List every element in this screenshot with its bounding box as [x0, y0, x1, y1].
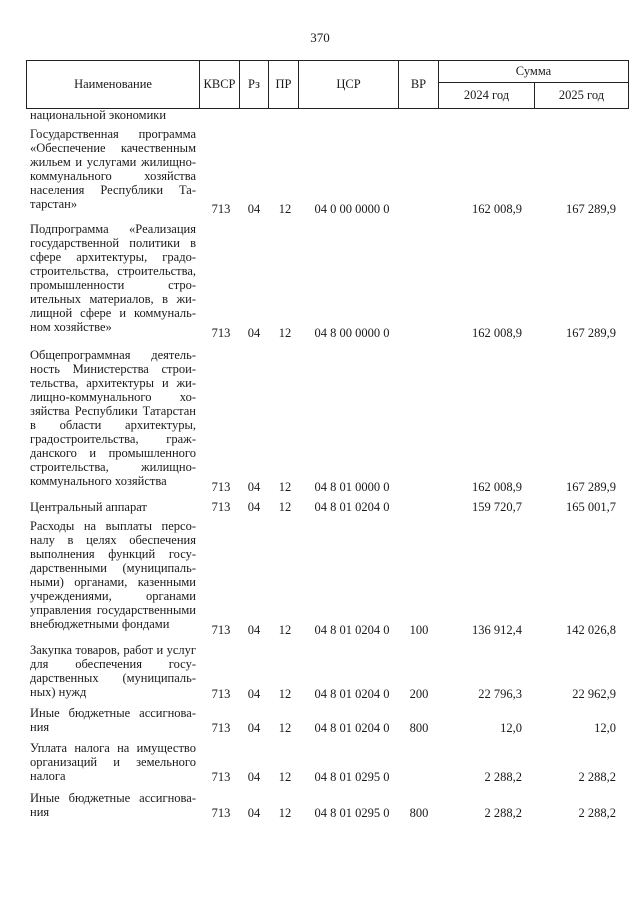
row-name: Расходы на выплаты персоналу в целях обеспечения выполнения функций государственными (муниципальными) органами, казенными учреждениями, органами управления государственными внебюджетными фондами	[30, 519, 196, 631]
row-sum-2024: 162 008,9	[472, 326, 522, 340]
row-sum-2024: 22 796,3	[478, 687, 522, 701]
row-pr: 12	[278, 806, 292, 820]
row-sum-2025: 2 288,2	[578, 770, 616, 784]
row-pr: 12	[278, 721, 292, 735]
row-name: Уплата налога на имущество организаций и земельного налога	[30, 741, 196, 783]
row-kvsr: 713	[211, 202, 231, 216]
header-name: Наименование	[27, 61, 200, 109]
row-kvsr: 713	[211, 721, 231, 735]
row-csr: 04 8 01 0204 0	[314, 687, 390, 701]
row-name: национальной экономики	[30, 108, 167, 122]
row-kvsr: 713	[211, 687, 231, 701]
row-sum-2024: 136 912,4	[472, 623, 522, 637]
row-rz: 04	[247, 721, 261, 735]
row-csr: 04 0 00 0000 0	[314, 202, 390, 216]
row-rz: 04	[247, 687, 261, 701]
page-number: 370	[310, 30, 330, 45]
header-kvsr: КВСР	[200, 61, 240, 109]
row-pr: 12	[278, 480, 292, 494]
row-sum-2025: 22 962,9	[572, 687, 616, 701]
row-name: Общепрограммная деятельность Министерства строительства, архитектуры и жилищно-коммунального хозяйства Республики Татарстан в области архитектуры, градостроительства, гражданского и промышленного строительства, жилищно-коммунального хозяйства	[30, 348, 196, 488]
header-sum: Сумма	[439, 61, 629, 83]
row-rz: 04	[247, 500, 261, 514]
row-pr: 12	[278, 326, 292, 340]
table-header	[26, 60, 629, 109]
row-sum-2024: 162 008,9	[472, 480, 522, 494]
row-sum-2024: 2 288,2	[484, 770, 522, 784]
row-sum-2025: 167 289,9	[566, 202, 616, 216]
header-2025: 2025 год	[535, 83, 629, 109]
row-csr: 04 8 00 0000 0	[314, 326, 390, 340]
header-csr: ЦСР	[299, 61, 399, 109]
row-csr: 04 8 01 0295 0	[314, 806, 390, 820]
row-name: Иные бюджетные ассигнования	[30, 706, 196, 734]
row-sum-2025: 165 001,7	[566, 500, 616, 514]
row-vr: 200	[409, 687, 429, 701]
row-csr: 04 8 01 0204 0	[314, 721, 390, 735]
row-csr: 04 8 01 0295 0	[314, 770, 390, 784]
row-kvsr: 713	[211, 326, 231, 340]
row-sum-2024: 159 720,7	[472, 500, 522, 514]
row-kvsr: 713	[211, 500, 231, 514]
row-name: Центральный аппарат	[30, 500, 147, 514]
header-pr: ПР	[269, 61, 299, 109]
row-name: Закупка товаров, работ и услуг для обеспечения государственных (муниципальных) нужд	[30, 643, 196, 699]
row-rz: 04	[247, 623, 261, 637]
row-sum-2025: 167 289,9	[566, 326, 616, 340]
row-pr: 12	[278, 202, 292, 216]
row-sum-2025: 12,0	[594, 721, 616, 735]
row-sum-2025: 142 026,8	[566, 623, 616, 637]
row-sum-2024: 12,0	[500, 721, 522, 735]
row-name: Иные бюджетные ассигнования	[30, 791, 196, 819]
row-sum-2025: 2 288,2	[578, 806, 616, 820]
row-kvsr: 713	[211, 770, 231, 784]
row-csr: 04 8 01 0204 0	[314, 623, 390, 637]
row-rz: 04	[247, 770, 261, 784]
header-rz: Рз	[240, 61, 269, 109]
row-vr: 800	[409, 806, 429, 820]
row-sum-2024: 162 008,9	[472, 202, 522, 216]
row-pr: 12	[278, 687, 292, 701]
row-rz: 04	[247, 806, 261, 820]
row-rz: 04	[247, 480, 261, 494]
row-pr: 12	[278, 623, 292, 637]
row-sum-2025: 167 289,9	[566, 480, 616, 494]
row-rz: 04	[247, 326, 261, 340]
row-kvsr: 713	[211, 623, 231, 637]
row-kvsr: 713	[211, 480, 231, 494]
row-csr: 04 8 01 0000 0	[314, 480, 390, 494]
row-sum-2024: 2 288,2	[484, 806, 522, 820]
row-csr: 04 8 01 0204 0	[314, 500, 390, 514]
row-vr: 100	[409, 623, 429, 637]
header-2024: 2024 год	[439, 83, 535, 109]
row-name: Подпрограмма «Реализация государственной политики в сфере архитектуры, градостроительства, строительства, промышленности строительных материалов, в жилищной сфере и коммунальном хозяйстве»	[30, 222, 196, 334]
row-pr: 12	[278, 770, 292, 784]
row-vr: 800	[409, 721, 429, 735]
row-kvsr: 713	[211, 806, 231, 820]
row-name: Государственная программа «Обеспечение качественным жильем и услугами жилищно-коммунального хозяйства населения Республики Татарстан»	[30, 127, 196, 211]
row-pr: 12	[278, 500, 292, 514]
row-rz: 04	[247, 202, 261, 216]
header-vr: ВР	[399, 61, 439, 109]
